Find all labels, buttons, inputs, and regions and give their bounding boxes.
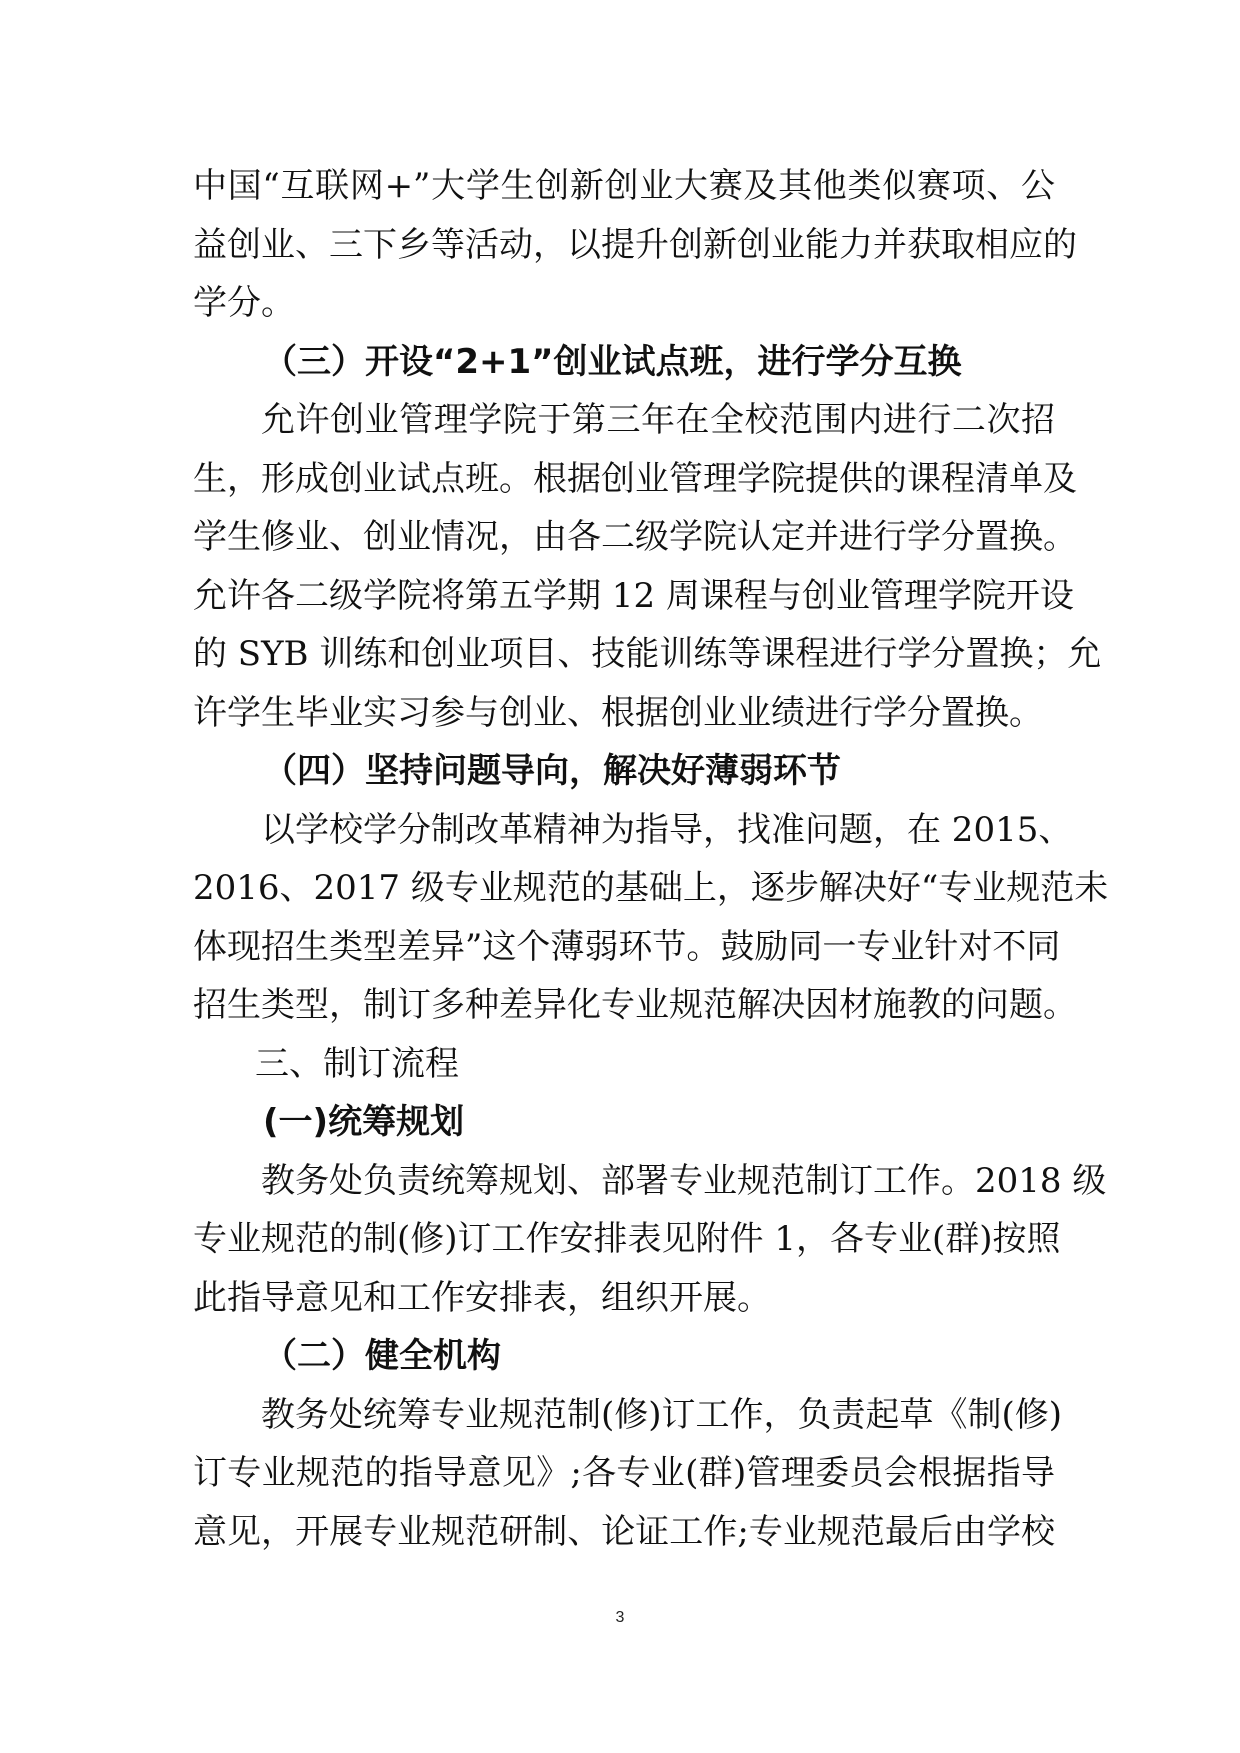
paragraph-line: 学生修业、创业情况，由各二级学院认定并进行学分置换。 — [193, 517, 1077, 557]
paragraph-line: 中国“互联网+”大学生创新创业大赛及其他类似赛项、公 — [193, 166, 1055, 206]
chapter-heading-3: 三、制订流程 — [255, 1043, 459, 1084]
paragraph-line: 许学生毕业实习参与创业、根据创业业绩进行学分置换。 — [193, 692, 1043, 733]
paragraph-line: 2016、2017 级专业规范的基础上，逐步解决好“专业规范未 — [193, 868, 1109, 908]
paragraph-line: 订专业规范的指导意见》;各专业(群)管理委员会根据指导 — [193, 1453, 1055, 1493]
paragraph-line: 招生类型，制订多种差异化专业规范解决因材施教的问题。 — [193, 985, 1077, 1025]
paragraph-line: 生，形成创业试点班。根据创业管理学院提供的课程清单及 — [193, 458, 1077, 499]
document-body — [193, 157, 1109, 1561]
paragraph-line: 益创业、三下乡等活动，以提升创新创业能力并获取相应的 — [193, 224, 1077, 265]
section-heading-4: （四）坚持问题导向，解决好薄弱环节 — [263, 751, 841, 791]
paragraph-line: 允许各二级学院将第五学期 12 周课程与创业管理学院开设 — [193, 575, 1074, 616]
subsection-heading-1: (一)统筹规划 — [263, 1102, 465, 1142]
paragraph-line: 体现招生类型差异”这个薄弱环节。鼓励同一专业针对不同 — [193, 926, 1061, 967]
paragraph-line: 意见，开展专业规范研制、论证工作;专业规范最后由学校 — [193, 1511, 1055, 1552]
paragraph-line: 允许创业管理学院于第三年在全校范围内进行二次招 — [261, 400, 1055, 440]
page-number: 3 — [615, 1609, 625, 1626]
paragraph-line: 学分。 — [193, 283, 295, 323]
paragraph-line: 的 SYB 训练和创业项目、技能训练等课程进行学分置换；允 — [193, 634, 1102, 674]
paragraph-line: 此指导意见和工作安排表，组织开展。 — [193, 1277, 771, 1318]
subsection-heading-2: （二）健全机构 — [263, 1336, 501, 1376]
paragraph-line: 以学校学分制改革精神为指导，找准问题，在 2015、 — [261, 809, 1073, 850]
paragraph-line: 专业规范的制(修)订工作安排表见附件 1，各专业(群)按照 — [193, 1219, 1061, 1259]
section-heading-3: （三）开设“2+1”创业试点班，进行学分互换 — [263, 341, 962, 382]
paragraph-line: 教务处统筹专业规范制(修)订工作，负责起草《制(修) — [261, 1394, 1063, 1435]
paragraph-line: 教务处负责统筹规划、部署专业规范制订工作。2018 级 — [261, 1160, 1107, 1201]
